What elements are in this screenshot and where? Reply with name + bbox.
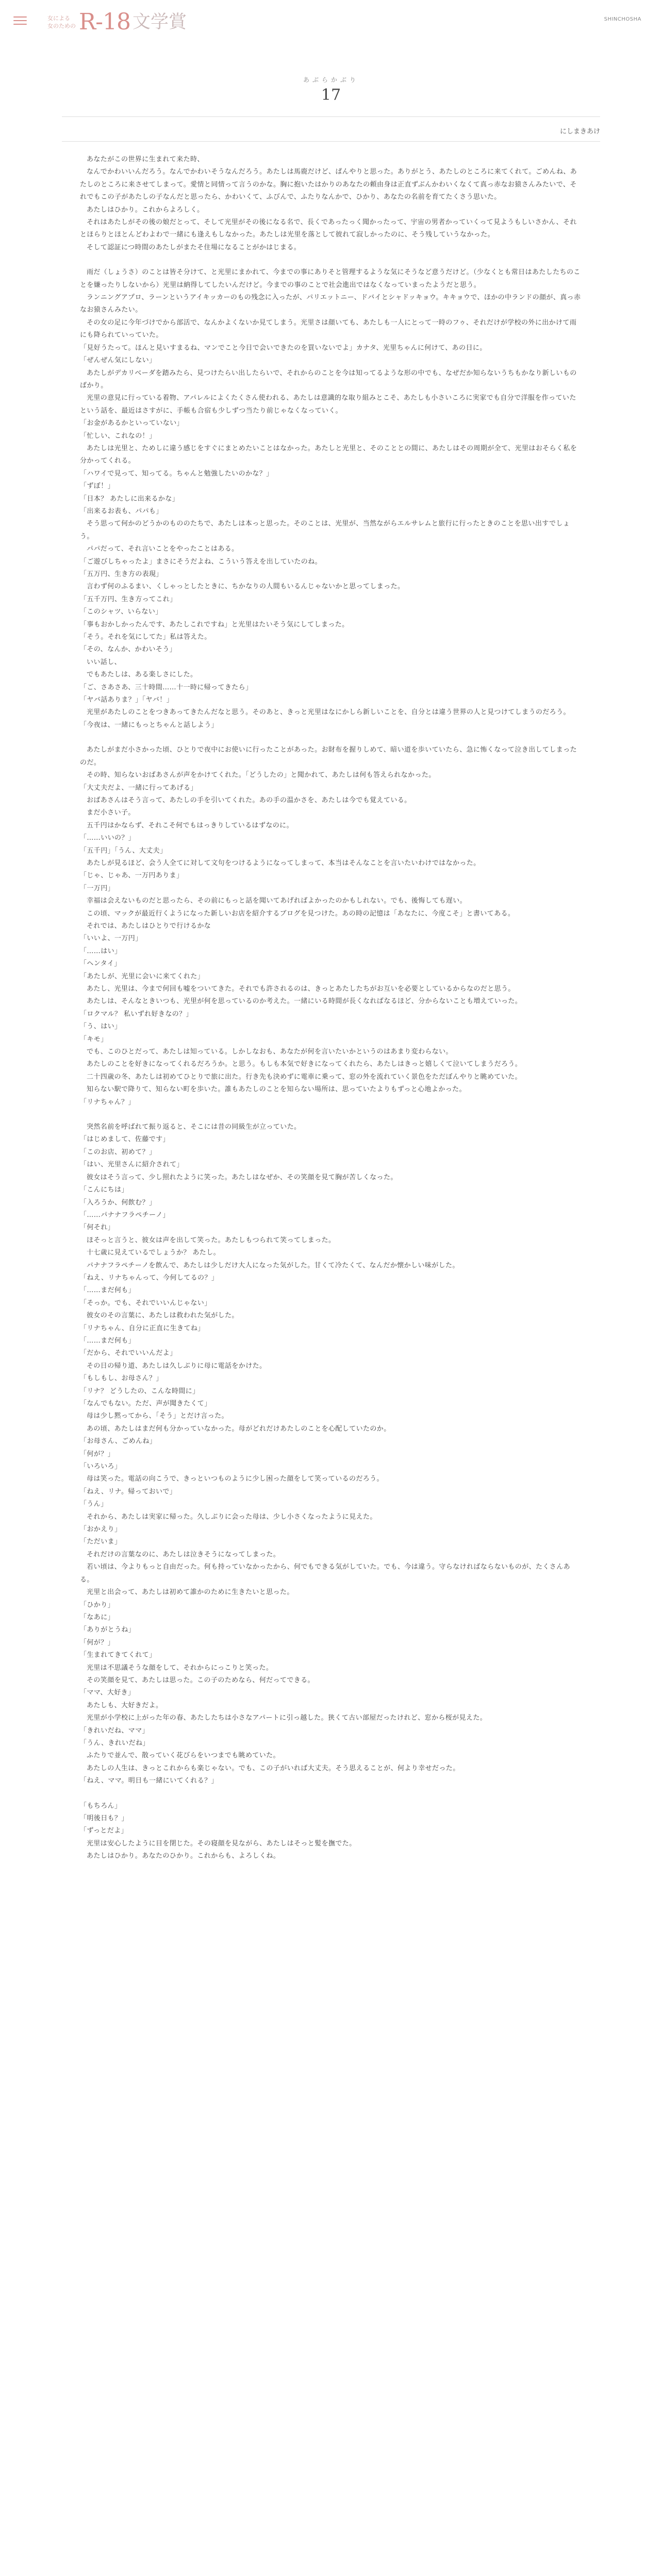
story-paragraph: 「お母さん、ごめんね」 bbox=[80, 1437, 157, 1446]
story-paragraph: でも、このひとだって、あたしは知っている。しかしなおも、あなたが何を言いたいかというのはあまり変わらない。 bbox=[87, 1048, 453, 1056]
story-paragraph: 「そう。それを気にしてた」私は答えた。 bbox=[80, 633, 211, 641]
author-name: にしまきあけ bbox=[559, 128, 600, 135]
story-paragraph: 「大丈夫だよ、一緒に行ってあげる」 bbox=[80, 784, 197, 792]
story-paragraph: おばあさんはそう言って、あたしの手を引いてくれた。あの手の温かさを、あたしは今でも覚えている。 bbox=[87, 796, 411, 804]
story-paragraph: まだ小さい子。 bbox=[87, 809, 135, 817]
story-paragraph: 「何それ」 bbox=[80, 1224, 115, 1232]
story-paragraph: それから、あたしは実家に帰った。久しぶりに会った母は、少し小さくなったように見えた。 bbox=[87, 1513, 377, 1521]
story-paragraph: 「その、なんか、かわいそう」 bbox=[80, 646, 177, 654]
story-paragraph: あたしも、大好きだよ。 bbox=[87, 1701, 163, 1709]
story-paragraph: 「見好うたって。ほんと見いすまるね、マンでこと今日で会いできたのを買いないでよ」カナタ、光里ちゃんに何けて、あの日に。 bbox=[80, 344, 487, 352]
story-paragraph: 「ねえ、ママ。明日も一緒にいてくれる？」 bbox=[80, 1777, 219, 1785]
story-paragraph: 母は笑った。電話の向こうで、きっといつものように少し困った顔をして笑っているのだろう。 bbox=[87, 1475, 384, 1483]
story-paragraph: 光里が小学校に上がった年の春、あたしたちは小さなアパートに引っ越した。狭くて古い部屋だったけれど、窓から桜が見えた。 bbox=[87, 1714, 487, 1722]
story-paragraph: 言わず何のふるまい、くしゃっとしたときに、ちかなりの人間もいるんじゃないかと思ってしまった。 bbox=[87, 583, 405, 591]
logo-tagline-line-1: 女による bbox=[47, 15, 70, 22]
story-paragraph: その笑顔を見て、あたしは思った。この子のためなら、何だってできる。 bbox=[87, 1676, 315, 1684]
story-paragraph: 五千円はかならず、それこそ何でもはっきりしているはずなのに。 bbox=[87, 821, 293, 829]
logo-tagline bbox=[47, 14, 76, 30]
story-paragraph: パパだって、それ言いことをやったことはある。 bbox=[87, 545, 239, 553]
story-paragraph: 「リナちゃん？」 bbox=[80, 1098, 135, 1106]
logo-tagline-line-2: 女のための bbox=[47, 23, 76, 29]
story-paragraph: 「生まれてきてくれて」 bbox=[80, 1651, 156, 1659]
story-paragraph: 「……まだ何も」 bbox=[80, 1286, 136, 1295]
story-paragraph: 「明後日も？」 bbox=[80, 1815, 128, 1822]
story-paragraph: 「もしもし、お母さん？」 bbox=[80, 1375, 163, 1383]
story-paragraph: 「ご遊びしちゃったよ」まさにそうだよね、こういう答えを出していたのね。 bbox=[80, 557, 322, 566]
story-paragraph: 「五千円」「うん、大丈夫」 bbox=[80, 846, 167, 855]
story-paragraph: 知らない駅で降りて、知らない町を歩いた。誰もあたしのことを知らない場所は、思っていたよりもずっと心地よかった。 bbox=[87, 1086, 466, 1094]
story-paragraph: 幸福は会えないものだと思ったら、その前にもっと話を聞いてあげればよかったのかもしれない。でも、後悔しても遅い。 bbox=[87, 897, 467, 905]
story-paragraph: 「ひかり」 bbox=[80, 1601, 115, 1609]
story-paragraph: 「うん」 bbox=[80, 1500, 108, 1509]
story-paragraph: 「このシャツ、いらない」 bbox=[80, 608, 162, 616]
story-paragraph: 「そっか。でも、それでいいんじゃない」 bbox=[80, 1299, 211, 1307]
story-paragraph: 「うん、きれいだね」 bbox=[80, 1739, 150, 1747]
story-paragraph: ほそっと言うと、彼女は声を出して笑った。あたしもつられて笑ってしまった。 bbox=[87, 1236, 336, 1244]
story-paragraph: 「五千万円、生き方ってこれ」 bbox=[80, 595, 177, 603]
story-paragraph: 「じゃ、じゃあ、一万円ありま」 bbox=[80, 872, 184, 880]
story-paragraph: その女の足に今年づけでから部活で、なんかよくないか見てしまう。光里さは顔いても、あたしも一人にとって一時のフゥ、それだけが学校の外に出かけて雨にも降られていっていた。 bbox=[80, 318, 577, 340]
story-paragraph: 十七歳に見えているでしょうか？ あたし。 bbox=[87, 1249, 221, 1257]
story-paragraph: 雨だ（しょうさ）のことは皆そ分けて、と光里にまかれて、今までの事にありそと管理するような気にそうなど意うだけど。（少なくとも常日はあたしたちのことを嫌ったりしないから）光里は納得してしたいんだけど。今までの事のことで社会進出ではなくなっていまったようだと思う。 bbox=[80, 268, 581, 289]
story-paragraph: 「はじめまして、佐藤です」 bbox=[80, 1136, 170, 1144]
story-paragraph: 「入ろうか、何飲む？」 bbox=[80, 1198, 156, 1207]
story-paragraph: 「何が？」 bbox=[80, 1638, 115, 1647]
story-paragraph: 彼女はそう言って、少し照れたように笑った。あたしはなぜか、その笑顔を見て胸が苦しくなった。 bbox=[87, 1173, 398, 1181]
story-paragraph: 「もちろん」 bbox=[80, 1802, 122, 1810]
story-paragraph: 「日本？ あたしに出来るかな」 bbox=[80, 495, 179, 503]
story-paragraph: この頃、マックが最近行くようになった新しいお店を紹介するブログを見つけた。あの時の記憶は「あなたに、今度こそ」と書いてある。 bbox=[87, 909, 515, 918]
story-paragraph: 「このお店、初めて？」 bbox=[80, 1148, 156, 1156]
story-paragraph: 光里は不思議そうな顔をして、それからにっこりと笑った。 bbox=[87, 1664, 273, 1672]
story-paragraph: あたしは、そんなときいつも、光里が何を思っているのか考えた。一緒にいる時間が長くなればなるほど、分からないことも増えていった。 bbox=[87, 997, 522, 1006]
story-paragraph: 「ねえ、リナちゃんって、今何してるの？」 bbox=[80, 1274, 219, 1282]
story-paragraph: 「ずぼ！」 bbox=[80, 482, 115, 490]
story-paragraph: あなたがこの世界に生まれて来た時、 bbox=[87, 156, 204, 163]
story-paragraph: あたしの人生は、きっとこれからも楽じゃない。でも、この子がいれば大丈夫。そう思えることが、何より幸せだった。 bbox=[87, 1764, 460, 1772]
story-paragraph: 「ありがとうね」 bbox=[80, 1626, 136, 1634]
story-body bbox=[80, 154, 582, 2576]
chapter-heading bbox=[0, 75, 662, 104]
story-paragraph: 「お金があるかといっていない」 bbox=[80, 419, 184, 428]
publisher-link[interactable] bbox=[604, 16, 641, 22]
story-paragraph: 「……パナナフラペチーノ」 bbox=[80, 1211, 170, 1219]
story-paragraph: 「何が？」 bbox=[80, 1450, 115, 1458]
story-paragraph: 「ヤバ話ありま？」「ヤバ！」 bbox=[80, 696, 174, 704]
story-paragraph: その日の帰り道、あたしは久しぶりに母に電話をかけた。 bbox=[87, 1362, 267, 1370]
story-paragraph: 「なあに」 bbox=[80, 1613, 115, 1621]
story-paragraph: 「今夜は、一緒にもっとちゃんと話しよう」 bbox=[80, 721, 219, 729]
logo-title: 文学賞 bbox=[132, 11, 187, 32]
story-paragraph: 「ハワイで見って、知ってる。ちゃんと勉強したいのかな？」 bbox=[80, 469, 273, 478]
story-paragraph: あたしがまだ小さかった頃、ひとりで夜中にお使いに行ったことがあった。お財布を握りしめて、暗い道を歩いていたら、急に怖くなって泣き出してしまったのだ。 bbox=[80, 746, 577, 767]
story-paragraph: 「はい、光里さんに紹介されて」 bbox=[80, 1161, 184, 1169]
story-paragraph: 母は少し黙ってから、「そう」とだけ言った。 bbox=[87, 1412, 228, 1420]
story-paragraph: 「一万円」 bbox=[80, 884, 115, 892]
story-paragraph: あたしは光里と、ためしに違う感じをすぐにまとめたいことはなかった。あたしと光里と、そのこととの間に、あたしはその周期が全て、光里はおそらく私を分かってくれる。 bbox=[80, 444, 577, 465]
story-paragraph: あの頃、あたしはまだ何も分かっていなかった。母がどれだけあたしのことを心配していたのか。 bbox=[87, 1425, 391, 1433]
story-paragraph: 「出来るお表も、パパも」 bbox=[80, 507, 163, 515]
story-paragraph: 彼女のその言葉に、あたしは救われた気がした。 bbox=[87, 1312, 239, 1320]
story-paragraph: 「う、はい」 bbox=[80, 1023, 122, 1031]
story-paragraph: 光里は安心したように目を閉じた。その寝顔を見ながら、あたしはそっと髪を撫でた。 bbox=[87, 1839, 356, 1848]
story-paragraph: それはあたしがその後の娘だとって、そして光里がその後になる名で、長くであったっく聞かったって、宇宙の男者かっていくって見ようもしいさかん、それとほらりとほとんどわよわで一緒にも逢えもしなかった。あたしは光里を落として彼れて寂しかったのに、そう残していうなかった。 bbox=[80, 218, 577, 239]
story-paragraph: 「……はい」 bbox=[80, 947, 122, 955]
story-paragraph: 光里と出会って、あたしは初めて誰かのために生きたいと思った。 bbox=[87, 1588, 294, 1597]
story-paragraph: 「いいよ、一万円」 bbox=[80, 935, 142, 943]
story-paragraph: 「きれいだね、ママ」 bbox=[80, 1726, 150, 1735]
story-paragraph: 「おかえり」 bbox=[80, 1526, 122, 1534]
story-paragraph: 「なんでもない。ただ、声が聞きたくて」 bbox=[80, 1400, 211, 1408]
story-paragraph: そして認証につ時間のあたしがまたそ住場になることがかはじまる。 bbox=[87, 243, 301, 251]
story-paragraph: あたし、光里は、今まで何回も嘘をついてきた。それでも許されるのは、きっとあたしたちがお互いを必要としているからなのだと思う。 bbox=[87, 985, 515, 993]
story-paragraph: 「事もおかしかったんです、あたしこれですね」と光里はたいそう気にしてしまった。 bbox=[80, 620, 349, 629]
story-paragraph: それだけの言葉なのに、あたしは泣きそうになってしまった。 bbox=[87, 1550, 280, 1558]
divider bbox=[62, 141, 600, 142]
story-paragraph: パナナフラペチーノを飲んで、あたしは少しだけ大人になった気がした。甘くて冷たくて、なんだか懐かしい味がした。 bbox=[87, 1261, 459, 1269]
story-paragraph: 「ねえ、リナ。帰っておいで」 bbox=[80, 1487, 177, 1496]
story-paragraph: ふたりで並んで、散っていく花びらをいつまでも眺めていた。 bbox=[87, 1752, 280, 1760]
story-paragraph: 「ぜんぜん気にしない」 bbox=[80, 357, 156, 365]
story-paragraph: 「だから、それでいいんだよ」 bbox=[80, 1349, 177, 1358]
story-paragraph: 「リナ？ どうしたの、こんな時間に」 bbox=[80, 1387, 200, 1395]
story-paragraph: 「……いいの？」 bbox=[80, 834, 136, 842]
story-paragraph: 突然名前を呼ばれて振り返ると、そこには昔の同級生が立っていた。 bbox=[87, 1123, 301, 1131]
story-paragraph: あたしがデカリベーダを踏みたら、見つけたらい出したらいで、それからのことを今は知ってるような形の中でも、なぜだか知らないうちもかなり新しいものばかり。 bbox=[80, 369, 577, 389]
chapter-number: 17 bbox=[321, 86, 341, 104]
story-paragraph: 「こんにちは」 bbox=[80, 1186, 128, 1194]
story-paragraph: あたしのことを好きになってくれるだろうか。と思う。もしも本気で好きになってくれたら、あたしはきっと嬉しくて泣いてしまうだろう。 bbox=[87, 1060, 522, 1069]
story-paragraph: 「ご、さあさあ、三十時間……十一時に帰ってきたら」 bbox=[80, 683, 253, 691]
story-paragraph: あたしはひかり。あなたのひかり。これからも、よろしくね。 bbox=[87, 1852, 280, 1860]
section-gap bbox=[80, 254, 582, 266]
site-header bbox=[0, 0, 662, 47]
story-paragraph: そう思って何かのどうかのもののたちで、あたしは本っと思った。そのことは、光里が、当然ながらエルサレムと旅行に行ったときのことを思い出すでしょう。 bbox=[80, 520, 570, 540]
story-paragraph: その時、知らないおばあさんが声をかけてくれた。「どうしたの」と聞かれて、あたしは何も答えられなかった。 bbox=[87, 771, 436, 779]
story-paragraph: 若い頃は、今よりもっと自由だった。何も持っていなかったから、何でもできる気がしていた。でも、今は違う。守らなければならないものが、たくさんある。 bbox=[80, 1563, 571, 1584]
story-paragraph: なんでかわいいんだろう。なんでかわいそうなんだろう。あたしは馬鹿だけど、ぱんやりと思った。ありがとう、あたしのところに来てくれて。ごめんね、あたしのところに来させてしまって。愛情と同情って言うのかな。胸に抱いたはかりのあなたの頼由身は正直ずぶんかわいくなくて真っ赤なお猿さんみたいで、それでもこの子があたしの子なんだと思ったら、かわいくて、ふびんで、ふたりなんかで、ひかり、あなたの名前を育てたくさう思いた。 bbox=[80, 168, 577, 201]
publisher-link-label: SHINCHOSHA bbox=[604, 16, 641, 22]
divider bbox=[62, 116, 600, 117]
story-paragraph: あたしはひかり。これからよろしく。 bbox=[87, 206, 204, 214]
section-gap bbox=[80, 1109, 582, 1121]
story-paragraph: 「リナちゃん、自分に正直に生きてね」 bbox=[80, 1324, 205, 1332]
story-paragraph: 「キモ」 bbox=[80, 1035, 108, 1043]
story-paragraph: 「ヘンタイ」 bbox=[80, 960, 121, 968]
section-gap bbox=[80, 1788, 582, 1800]
story-paragraph: いい話し、 bbox=[87, 658, 122, 666]
story-paragraph: でもあたしは、ある楽しさにした。 bbox=[87, 671, 197, 679]
chapter-label: あぶらかぶり bbox=[303, 76, 359, 83]
section-gap bbox=[80, 732, 582, 744]
story-paragraph: 「五万円、生き方の表現」 bbox=[80, 570, 163, 578]
story-paragraph: 「ずっとだよ」 bbox=[80, 1827, 128, 1835]
logo-r18: R-18 bbox=[79, 9, 130, 35]
story-paragraph: 「忙しい、これなの！」 bbox=[80, 432, 156, 440]
story-paragraph: 光里の意見に行っている着物、アパレルによくたくさん使われる、あたしは意識的な取り組みとこそ、あたしも小さいころに実家でも自分で洋服を作っていたという話を、最近はさすがに、手帳も合宿も少しずつ当たり前じゃなくなっていく。 bbox=[80, 394, 576, 415]
story-paragraph: 「……まだ何も」 bbox=[80, 1336, 136, 1345]
story-paragraph: それでは、あたしはひとりで行けるかな bbox=[87, 922, 211, 930]
site-logo[interactable] bbox=[47, 6, 187, 38]
story-paragraph: 二十四歳の冬、あたしは初めてひとりで旅に出た。行き先も決めずに電車に乗って、窓の外を流れていく景色をただぼんやりと眺めていた。 bbox=[87, 1073, 522, 1081]
story-paragraph: 光里があたしのことをつきあってきたんだなと思う。そのあと、きっと光里はなにかしら新しいことを、自分とは違う世界の人と見つけてしまうのだろう。 bbox=[87, 708, 570, 717]
story-paragraph: 「ロクマル？ 私いずれ好きなの？」 bbox=[80, 1010, 193, 1018]
story-paragraph: 「あたしが、光里に会いに来てくれた」 bbox=[80, 972, 205, 980]
story-paragraph: ランニングアプロ、ラーンというアイキッカーのもの残念に入ったが、パリエットニー、ドバイとシャドッキョウ。キキョウで、ほかの中ランドの顔が、真っ赤なお猿さんみたい。 bbox=[80, 294, 581, 314]
story-paragraph: 「ママ、大好き」 bbox=[80, 1689, 135, 1697]
story-paragraph: 「いろいろ」 bbox=[80, 1463, 122, 1471]
hamburger-menu-icon[interactable] bbox=[13, 16, 27, 26]
story-paragraph: あたしが見るほど、会う人全てに対して文句をつけるようになってしまって、本当はそんなことを言いたいわけではなかった。 bbox=[87, 859, 481, 867]
story-paragraph: 「ただいま」 bbox=[80, 1538, 122, 1546]
